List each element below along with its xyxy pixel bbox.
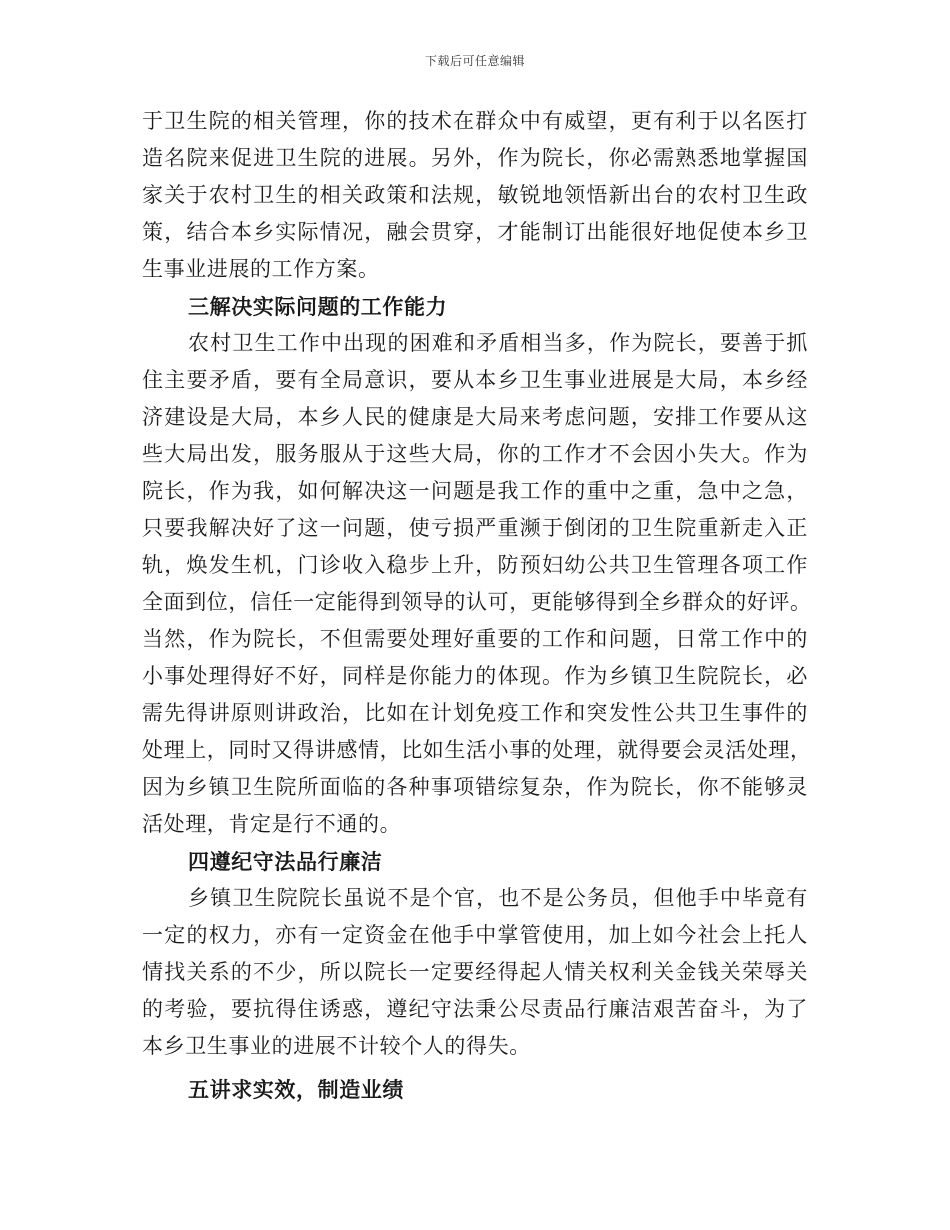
paragraph-line: 于卫生院的相关管理，你的技术在群众中有威望，更有利于以名医打: [142, 109, 808, 133]
paragraph-line: 需先得讲原则讲政治，比如在计划免疫工作和突发性公共卫生事件的: [142, 701, 808, 725]
paragraph-line: 只要我解决好了这一问题，使亏损严重濒于倒闭的卫生院重新走入正: [142, 516, 808, 540]
paragraph-line: 乡镇卫生院院长虽说不是个官，也不是公务员，但他手中毕竟有: [188, 886, 808, 910]
paragraph-line: 一定的权力，亦有一定资金在他手中掌管使用，加上如今社会上托人: [142, 923, 808, 947]
paragraph-line: 小事处理得好不好，同样是你能力的体现。作为乡镇卫生院院长，必: [142, 664, 808, 688]
section-heading-3: 三解决实际问题的工作能力: [188, 294, 448, 319]
paragraph-line: 院长，作为我，如何解决这一问题是我工作的重中之重，急中之急，: [142, 479, 808, 503]
paragraph-line: 济建设是大局，本乡人民的健康是大局来考虑问题，安排工作要从这: [142, 405, 808, 429]
paragraph-line: 全面到位，信任一定能得到领导的认可，更能够得到全乡群众的好评。: [142, 590, 812, 614]
paragraph-line: 处理上，同时又得讲感情，比如生活小事的处理，就得要会灵活处理，: [142, 738, 812, 762]
paragraph-line: 的考验，要抗得住诱惑，遵纪守法秉公尽责品行廉洁艰苦奋斗，为了: [142, 997, 808, 1021]
paragraph-line: 生事业进展的工作方案。: [142, 257, 380, 281]
paragraph-line: 活处理，肯定是行不通的。: [142, 812, 402, 836]
paragraph-problem-solving: [142, 325, 812, 843]
section-heading-4: 四遵纪守法品行廉洁: [188, 849, 383, 874]
paragraph-line: 策，结合本乡实际情况，融会贯穿，才能制订出能很好地促使本乡卫: [142, 220, 808, 244]
paragraph-continuation: [142, 103, 808, 288]
paragraph-line: 因为乡镇卫生院所面临的各种事项错综复杂，作为院长，你不能够灵: [142, 775, 808, 799]
paragraph-line: 些大局出发，服务服从于这些大局，你的工作才不会因小失大。作为: [142, 442, 808, 466]
paragraph-line: 情找关系的不少，所以院长一定要经得起人情关权利关金钱关荣辱关: [142, 960, 808, 984]
document-body: [142, 103, 812, 1108]
paragraph-line: 当然，作为院长，不但需要处理好重要的工作和问题，日常工作中的: [142, 627, 808, 651]
section-heading-5: 五讲求实效，制造业绩: [188, 1077, 404, 1102]
paragraph-line: 本乡卫生事业的进展不计较个人的得失。: [142, 1034, 531, 1058]
paragraph-line: 家关于农村卫生的相关政策和法规，敏锐地领悟新出台的农村卫生政: [142, 183, 808, 207]
paragraph-line: 住主要矛盾，要有全局意识，要从本乡卫生事业进展是大局，本乡经: [142, 368, 808, 392]
paragraph-line: 农村卫生工作中出现的困难和矛盾相当多，作为院长，要善于抓: [188, 331, 808, 355]
page-header: 下载后可任意编辑: [424, 54, 525, 68]
paragraph-line: 轨，焕发生机，门诊收入稳步上升，防预妇幼公共卫生管理各项工作: [142, 553, 808, 577]
paragraph-line: 造名院来促进卫生院的进展。另外，作为院长，你必需熟悉地掌握国: [142, 146, 808, 170]
paragraph-integrity: [142, 880, 808, 1065]
